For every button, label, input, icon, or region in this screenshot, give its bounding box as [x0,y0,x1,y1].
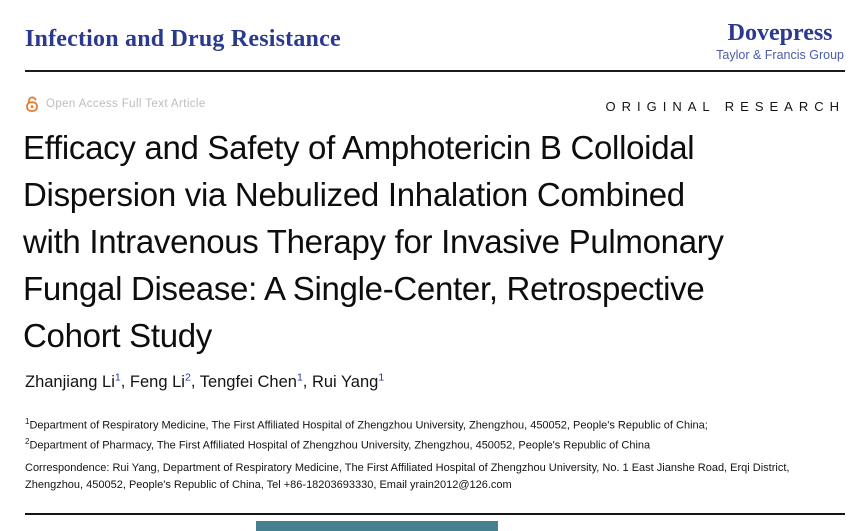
journal-title[interactable]: Infection and Drug Resistance [25,26,341,52]
title-line: Cohort Study [23,317,213,354]
author-name: Rui Yang$^1$ [311,371,385,391]
footer-teal-bar [256,521,498,531]
title-line: with Intravenous Therapy for Invasive Pulmonary [23,223,724,260]
article-type-badge: ORIGINAL RESEARCH [605,99,845,114]
author-affiliation-superscript: 1 [378,371,385,383]
author-affiliation-superscript: 1 [114,371,121,383]
open-access-row [25,95,206,113]
author-separator: , [120,372,130,391]
footer-divider [25,513,845,515]
authors-line [25,371,384,392]
open-access-lock-icon [25,95,39,113]
article-title [23,124,724,359]
correspondence-block: Correspondence: Rui Yang, Department of Respiratory Medicine, The First Affiliated Hospital of Zhengzhou University, No. 1 East Jianshe Road, Erqi District, Zhengzhou, 450052, People's Republic of China, Tel +86-18203693330, Email yrain2012@126.com [25,462,790,491]
title-line: Fungal Disease: A Single-Center, Retrospective [23,270,705,307]
author-name: Tengfei Chen$^1$ [199,371,303,391]
author-affiliation-superscript: 1 [296,371,303,383]
author-separator: , [190,372,200,391]
author-separator: , [302,372,312,391]
affiliation-line: $^1$Department of Respiratory Medicine, The First Affiliated Hospital of Zhengzhou University, Zhengzhou, 450052, People's Republic of China; [25,417,708,432]
affiliation-line: $^2$Department of Pharmacy, The First Affiliated Hospital of Zhengzhou University, Zhengzhou, 450052, People's Republic of China [25,437,651,452]
publisher-logo[interactable] [716,20,844,62]
title-line: Efficacy and Safety of Amphotericin B Colloidal [23,129,695,166]
affiliations-block [25,414,708,454]
author-name: Zhanjiang Li$^1$ [25,371,121,391]
publisher-name: Dovepress [727,20,833,46]
author-affiliation-superscript: 2 [184,371,191,383]
header-divider [25,70,845,72]
title-line: Dispersion via Nebulized Inhalation Combined [23,176,685,213]
open-access-label: Open Access Full Text Article [46,98,206,110]
publisher-group: Taylor & Francis Group [716,48,844,63]
author-name: Feng Li$^2$ [129,371,191,391]
